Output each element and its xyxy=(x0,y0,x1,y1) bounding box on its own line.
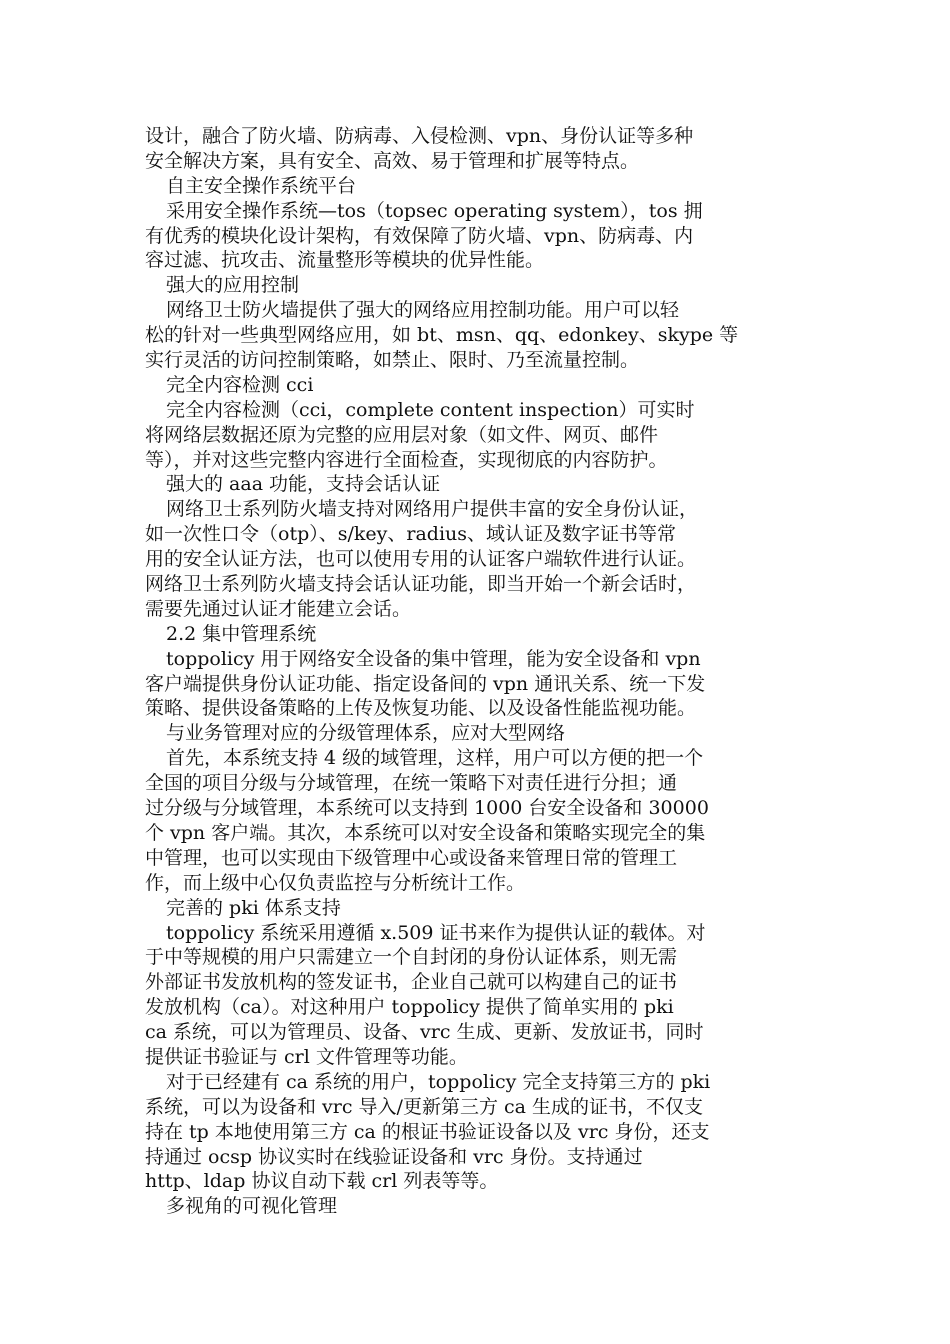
text-line: 与业务管理对应的分级管理体系，应对大型网络 xyxy=(166,722,566,745)
text-line: 过分级与分域管理，本系统可以支持到 1000 台安全设备和 30000 xyxy=(145,797,709,820)
text-line: 采用安全操作系统—tos（topsec operating system），tos 拥 xyxy=(166,199,703,222)
text-line: 外部证书发放机构的签发证书，企业自己就可以构建自己的证书 xyxy=(145,971,678,994)
text-line: 系统，可以为设备和 vrc 导入/更新第三方 ca 生成的证书，不仅支 xyxy=(145,1095,703,1118)
text-line: 持在 tp 本地使用第三方 ca 的根证书验证设备以及 vrc 身份，还支 xyxy=(145,1120,710,1143)
text-line: 用的安全认证方法，也可以使用专用的认证客户端软件进行认证。 xyxy=(145,548,697,571)
text-line: 对于已经建有 ca 系统的用户，toppolicy 完全支持第三方的 pki xyxy=(166,1070,711,1093)
text-line: 2.2 集中管理系统 xyxy=(166,622,317,645)
text-line: 如一次性口令（otp）、s/key、radius、域认证及数字证书等常 xyxy=(145,523,677,546)
text-line: 作，而上级中心仅负责监控与分析统计工作。 xyxy=(145,871,526,894)
text-line: 于中等规模的用户只需建立一个自封闭的身份认证体系，则无需 xyxy=(145,946,678,969)
text-line: toppolicy 用于网络安全设备的集中管理，能为安全设备和 vpn xyxy=(166,647,701,670)
text-line: 网络卫士系列防火墙支持会话认证功能，即当开始一个新会话时， xyxy=(145,573,697,596)
text-line: 客户端提供身份认证功能、指定设备间的 vpn 通讯关系、统一下发 xyxy=(145,672,706,695)
text-line: 网络卫士防火墙提供了强大的网络应用控制功能。用户可以轻 xyxy=(166,299,680,322)
text-line: 设计，融合了防火墙、防病毒、入侵检测、vpn、身份认证等多种 xyxy=(145,125,694,147)
text-line: 实行灵活的访问控制策略，如禁止、限时、乃至流量控制。 xyxy=(145,349,640,372)
text-line: 容过滤、抗攻击、流量整形等模块的优异性能。 xyxy=(145,249,545,272)
text-line: http、ldap 协议自动下载 crl 列表等等。 xyxy=(145,1170,499,1193)
text-line: 中管理，也可以实现由下级管理中心或设备来管理日常的管理工 xyxy=(145,846,678,869)
text-line: 强大的应用控制 xyxy=(166,274,300,297)
text-line: 将网络层数据还原为完整的应用层对象（如文件、网页、邮件 xyxy=(145,423,659,446)
text-line: 等），并对这些完整内容进行全面检查，实现彻底的内容防护。 xyxy=(145,448,668,471)
text-line: 首先，本系统支持 4 级的域管理，这样，用户可以方便的把一个 xyxy=(166,747,704,770)
text-line: 完善的 pki 体系支持 xyxy=(166,896,341,919)
text-line: 完全内容检测 cci xyxy=(166,373,314,396)
document-body xyxy=(145,124,805,1219)
text-line: toppolicy 系统采用遵循 x.509 证书来作为提供认证的载体。对 xyxy=(166,921,706,944)
text-line: 持通过 ocsp 协议实时在线验证设备和 vrc 身份。支持通过 xyxy=(145,1145,643,1168)
text-line: 安全解决方案，具有安全、高效、易于管理和扩展等特点。 xyxy=(145,149,640,172)
text-line: 强大的 aaa 功能，支持会话认证 xyxy=(166,473,441,496)
text-line: 完全内容检测（cci，complete content inspection）可实时 xyxy=(166,398,695,421)
text-line: 个 vpn 客户端。其次，本系统可以对安全设备和策略实现完全的集 xyxy=(145,821,706,844)
text-line: 策略、提供设备策略的上传及恢复功能、以及设备性能监视功能。 xyxy=(145,697,697,720)
text-line: 有优秀的模块化设计架构，有效保障了防火墙、vpn、防病毒、内 xyxy=(145,224,694,247)
text-line: 自主安全操作系统平台 xyxy=(166,174,357,197)
text-line: 需要先通过认证才能建立会话。 xyxy=(145,597,412,620)
text-line: 全国的项目分级与分域管理，在统一策略下对责任进行分担；通 xyxy=(145,772,678,795)
text-line: ca 系统，可以为管理员、设备、vrc 生成、更新、发放证书，同时 xyxy=(145,1021,704,1044)
text-line: 松的针对一些典型网络应用，如 bt、msn、qq、edonkey、skype 等 xyxy=(145,324,739,347)
text-line: 发放机构（ca）。对这种用户 toppolicy 提供了简单实用的 pki xyxy=(145,996,674,1019)
text-line: 提供证书验证与 crl 文件管理等功能。 xyxy=(145,1045,468,1068)
text-line: 网络卫士系列防火墙支持对网络用户提供丰富的安全身份认证， xyxy=(166,498,699,521)
text-line: 多视角的可视化管理 xyxy=(166,1195,338,1218)
